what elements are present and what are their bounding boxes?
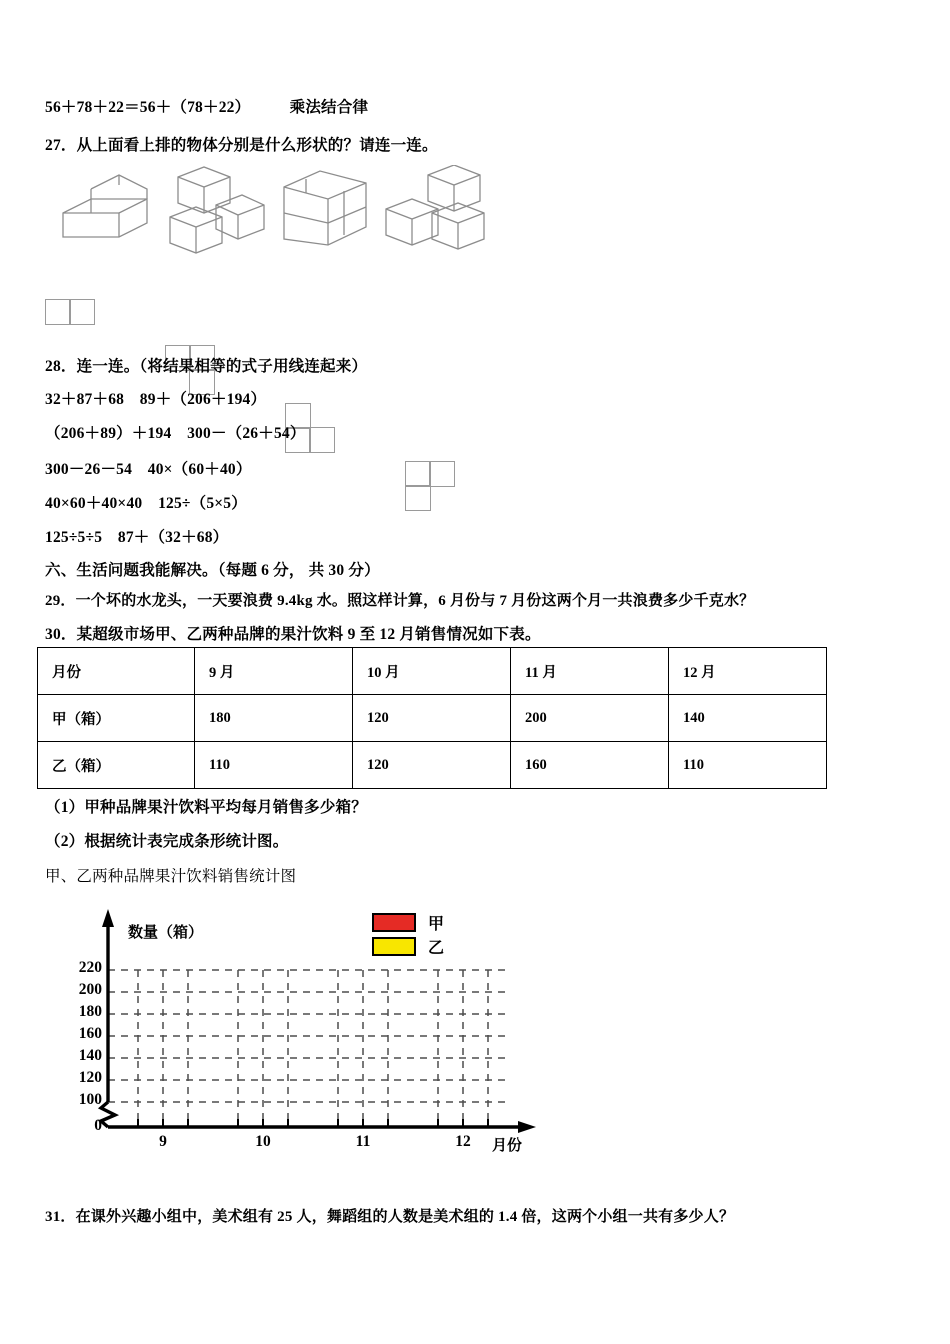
question-28-text xyxy=(45,354,367,376)
question-30-sub-2: （2）根据统计表完成条形统计图。 xyxy=(45,833,289,850)
q28-row-3: 300－26－54 40×（60＋40） xyxy=(45,461,252,478)
legend-label-yi: 乙 xyxy=(428,940,445,957)
q27-number: 27． xyxy=(45,137,77,154)
grid-vertical xyxy=(138,970,488,1127)
grid-cell xyxy=(309,427,335,453)
q28-row-5: 125÷5÷5 87＋（32＋68） xyxy=(45,529,229,546)
question-30-sub-1: （1）甲种品牌果汁饮料平均每月销售多少箱？ xyxy=(45,799,367,816)
q28-body: 连一连。（将结果相等的式子用线连起来） xyxy=(76,358,368,375)
x-tick-10: 10 xyxy=(255,1133,271,1150)
q28-row-4: 40×60＋40×40 125÷（5×5） xyxy=(45,495,247,512)
table-cell: 110 xyxy=(195,742,353,789)
table-cell: 12 月 xyxy=(669,648,827,695)
y-axis xyxy=(102,909,114,1102)
table-cell: 140 xyxy=(669,695,827,742)
solid-two-cubes-in-a-row xyxy=(55,165,165,255)
q27-solid-figures xyxy=(55,165,485,260)
table-cell: 9 月 xyxy=(195,648,353,695)
table-header-row xyxy=(38,648,827,695)
y-axis-label: 数量（箱） xyxy=(128,924,204,941)
sales-table xyxy=(37,647,827,789)
table-cell: 甲（箱） xyxy=(38,695,195,742)
solid-three-cubes-T-raised xyxy=(380,165,490,255)
x-tick-11: 11 xyxy=(355,1133,371,1150)
question-31-text: 31．在课外兴趣小组中，美术组有 25 人，舞蹈组的人数是美术组的 1.4 倍，这两个小组一共有多少人？ xyxy=(45,1209,735,1225)
q28-number: 28． xyxy=(45,358,77,375)
grid-cell xyxy=(405,485,431,511)
q27-body: 从上面看上排的物体分别是什么形状的？请连一连。 xyxy=(76,137,438,154)
table-cell: 月份 xyxy=(38,648,195,695)
q28-row-2: （206＋89）＋194 300－（26＋54） xyxy=(45,425,306,442)
x-axis xyxy=(108,1121,536,1133)
bar-chart-blank-grid xyxy=(60,895,560,1154)
table-cell: 110 xyxy=(669,742,827,789)
grid-cell xyxy=(429,461,455,487)
y-tick-0: 0 xyxy=(94,1117,102,1134)
grid-cell xyxy=(405,461,431,487)
flat-two-squares-horizontal xyxy=(45,283,105,341)
table-cell: 200 xyxy=(511,695,669,742)
y-tick-100: 100 xyxy=(78,1091,102,1108)
table-cell: 11 月 xyxy=(511,648,669,695)
y-tick-180: 180 xyxy=(78,1003,102,1020)
grid-cell xyxy=(45,299,71,325)
x-tick-9: 9 xyxy=(159,1133,167,1150)
legend-label-jia: 甲 xyxy=(428,916,445,933)
question-29-text: 29．一个坏的水龙头，一天要浪费 9.4kg 水。照这样计算，6 月份与 7 月份这两个月一共浪费多少千克水？ xyxy=(45,593,755,609)
y-tick-160: 160 xyxy=(78,1025,102,1042)
legend-swatch-yi xyxy=(372,937,416,956)
section-6-heading: 六、生活问题我能解决。（每题 6 分， 共 30 分） xyxy=(45,562,380,579)
y-tick-200: 200 xyxy=(78,981,102,998)
solid-three-cubes-L-raised xyxy=(160,165,270,255)
axis-break-zigzag xyxy=(101,1102,115,1127)
table-cell: 120 xyxy=(353,742,511,789)
q28-row-1: 32＋87＋68 89＋（206＋194） xyxy=(45,391,267,408)
y-tick-140: 140 xyxy=(78,1047,102,1064)
table-row xyxy=(38,695,827,742)
y-tick-120: 120 xyxy=(78,1069,102,1086)
x-tick-12: 12 xyxy=(455,1133,471,1150)
table-cell: 乙（箱） xyxy=(38,742,195,789)
previous-question-tail: 56＋78＋22＝56＋（78＋22） 乘法结合律 xyxy=(45,99,369,116)
table-cell: 10 月 xyxy=(353,648,511,695)
question-27-text xyxy=(45,133,438,155)
grid-horizontal xyxy=(108,970,508,1102)
y-tick-220: 220 xyxy=(78,959,102,976)
table-cell: 120 xyxy=(353,695,511,742)
chart-caption: 甲、乙两种品牌果汁饮料销售统计图 xyxy=(45,868,297,885)
table-row xyxy=(38,742,827,789)
solid-four-cubes-block xyxy=(270,165,380,255)
x-axis-label: 月份 xyxy=(492,1137,523,1154)
q27-flat-figures xyxy=(45,283,485,345)
legend-swatch-jia xyxy=(372,913,416,932)
question-30-stem: 30．某超级市场甲、乙两种品牌的果汁饮料 9 至 12 月销售情况如下表。 xyxy=(45,626,541,643)
grid-cell xyxy=(69,299,95,325)
table-cell: 180 xyxy=(195,695,353,742)
flat-three-squares-P xyxy=(405,457,465,515)
table-cell: 160 xyxy=(511,742,669,789)
